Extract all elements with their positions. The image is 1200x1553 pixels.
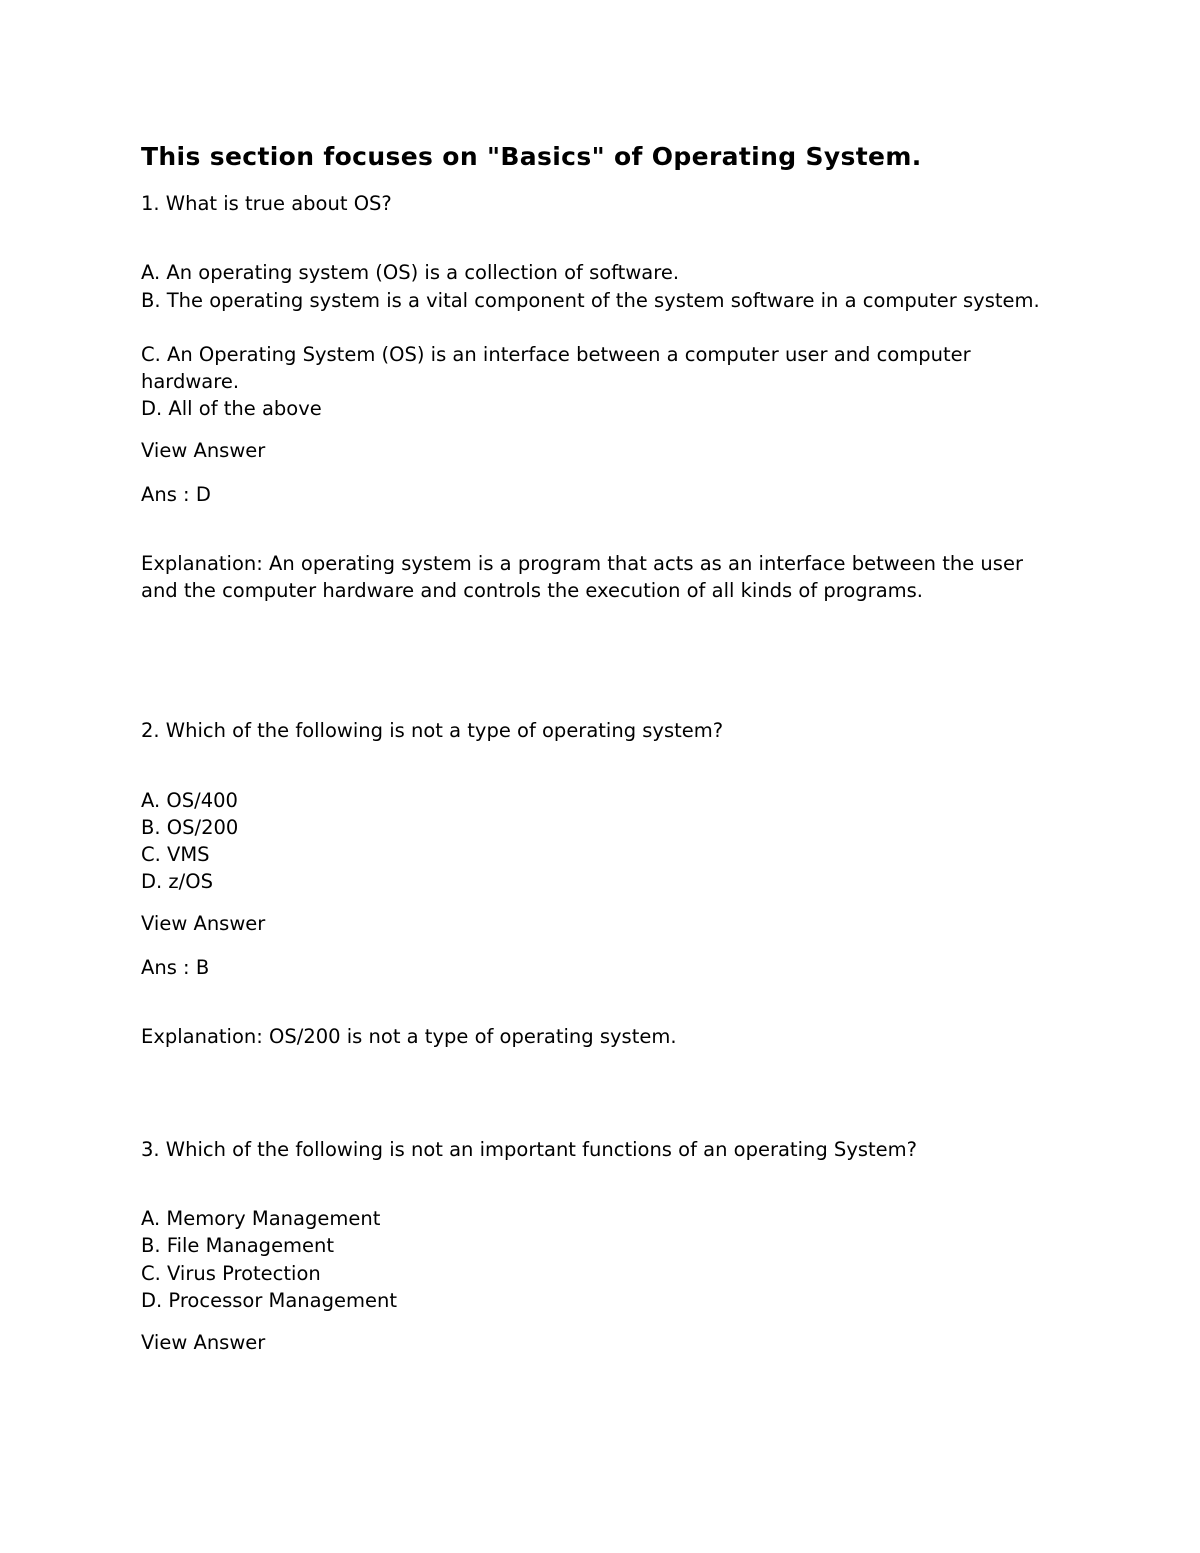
- question-3-text: 3. Which of the following is not an important functions of an operating System?: [141, 1138, 918, 1161]
- question-1-view-answer-link[interactable]: View Answer: [141, 439, 266, 462]
- question-2-view-answer-link[interactable]: View Answer: [141, 912, 266, 935]
- question-1-text: 1. What is true about OS?: [141, 192, 392, 215]
- question-2-option-d: D. z/OS: [141, 870, 213, 893]
- question-3-option-b: B. File Management: [141, 1234, 335, 1257]
- question-1-option-c: C. An Operating System (OS) is an interface between a computer user and computer hardware.: [141, 343, 971, 394]
- question-3-option-c: C. Virus Protection: [141, 1262, 321, 1285]
- question-3-view-answer-link[interactable]: View Answer: [141, 1331, 266, 1354]
- page-title: This section focuses on "Basics" of Operating System.: [141, 142, 922, 171]
- question-2-text: 2. Which of the following is not a type of operating system?: [141, 719, 724, 742]
- question-1-option-b: B. The operating system is a vital component of the system software in a computer system.: [141, 289, 1040, 312]
- question-1-option-d: D. All of the above: [141, 397, 322, 420]
- question-2-explanation: Explanation: OS/200 is not a type of operating system.: [141, 1025, 677, 1048]
- question-2-option-a: A. OS/400: [141, 789, 238, 812]
- question-2-option-c: C. VMS: [141, 843, 210, 866]
- question-3-option-d: D. Processor Management: [141, 1289, 397, 1312]
- question-1-answer: Ans : D: [141, 483, 211, 506]
- question-2-answer: Ans : B: [141, 956, 210, 979]
- question-1-option-a: A. An operating system (OS) is a collection of software.: [141, 261, 680, 284]
- question-3-option-a: A. Memory Management: [141, 1207, 381, 1230]
- question-2-option-b: B. OS/200: [141, 816, 239, 839]
- question-1-explanation: Explanation: An operating system is a program that acts as an interface between the user and the computer hardware and controls the execution of all kinds of programs.: [141, 552, 1023, 603]
